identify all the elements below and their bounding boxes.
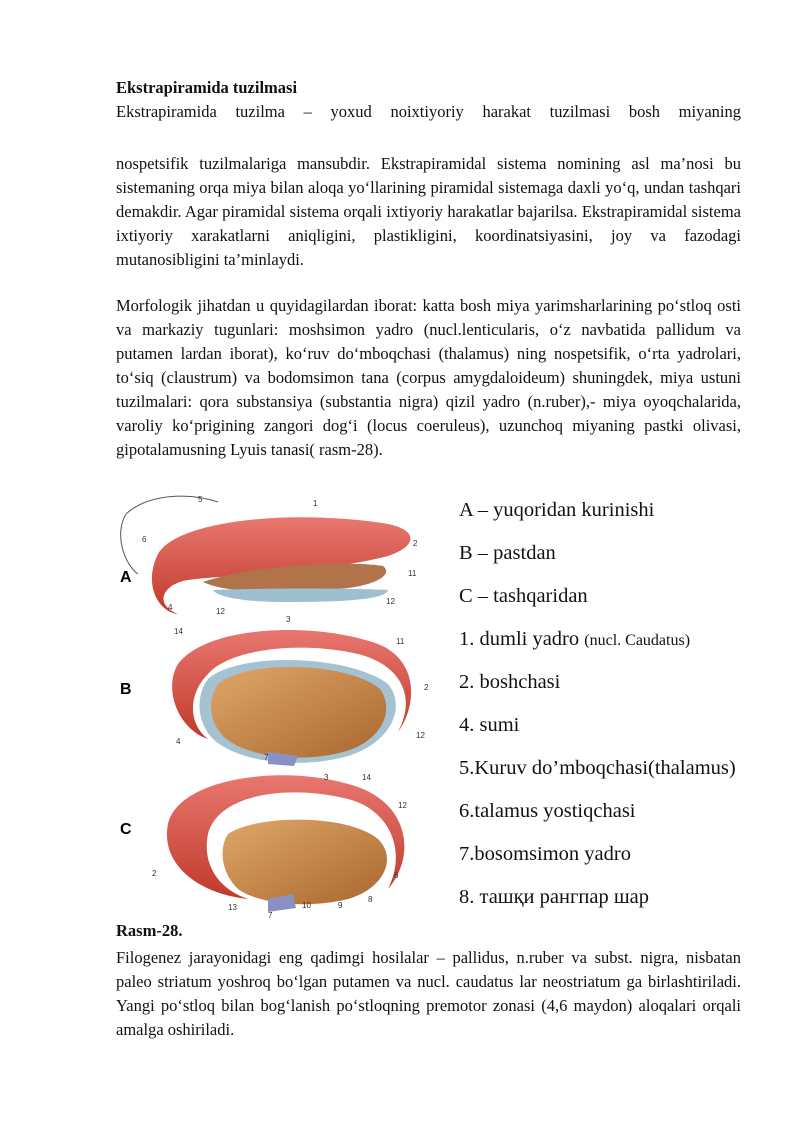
figure-legend bbox=[459, 497, 759, 927]
figure-callout-number: 3 bbox=[324, 773, 329, 782]
figure-callout-number: 12 bbox=[398, 801, 407, 810]
legend-item: 7.bosomsimon yadro bbox=[459, 843, 631, 865]
figure-callout-number: 14 bbox=[174, 627, 183, 636]
legend-item: 5.Kuruv do’mboqchasi(thalamus) bbox=[459, 757, 736, 779]
panel-b bbox=[120, 630, 411, 766]
figure-callout-number: 3 bbox=[286, 615, 291, 624]
figure-callout-number: 12 bbox=[416, 731, 425, 740]
figure-callout-number: 2 bbox=[424, 683, 429, 692]
figure-callout-number: 5 bbox=[198, 495, 203, 504]
legend-item: 8. ташқи рангпар шар bbox=[459, 886, 649, 908]
figure-callout-number: 8 bbox=[368, 895, 373, 904]
panel-letter-a: A bbox=[120, 569, 132, 586]
panel-letter-b: B bbox=[120, 681, 132, 698]
legend-item: 1. dumli yadro (nucl. Caudatus) bbox=[459, 628, 691, 650]
paragraph-intro: Ekstrapiramida tuzilma – yoxud noixtiyoriy harakat tuzilmasi bosh miyaning bbox=[116, 102, 741, 121]
legend-item: 4. sumi bbox=[459, 714, 520, 736]
figure-callout-number: 6 bbox=[142, 535, 147, 544]
figure-callout-number: 13 bbox=[228, 903, 237, 912]
paragraph-definition: nospetsifik tuzilmalariga mansubdir. Ekstrapiramidal sistema nomining asl ma’nosi bu sistemaning orqa miya bilan aloqa yo‘llarining piramidal sistemaga daxli yo‘q, undan tashqari demakdir. Agar piramidal sistema orqali ixtiyoriy harakatlar bajarilsa. Ekstrapiramidal sistema ixtiyoriy xarakatlarni aniqligini, plastikligini, koordinatsiyasini, joy va fazodagi mutanosibligini ta’minlaydi. bbox=[116, 154, 741, 269]
figure-callout-number: 11 bbox=[396, 637, 405, 646]
figure-callout-number: 1 bbox=[313, 499, 318, 508]
figure-callout-number: 12 bbox=[386, 597, 395, 606]
section-title: Ekstrapiramida tuzilmasi bbox=[116, 78, 298, 97]
panel-a bbox=[120, 496, 411, 614]
panel-letter-c: C bbox=[120, 821, 132, 838]
figure-callout-number: 2 bbox=[152, 869, 157, 878]
legend-item: 2. boshchasi bbox=[459, 671, 561, 693]
legend-item: C – tashqaridan bbox=[459, 585, 588, 607]
figure-callout-number: 7 bbox=[264, 753, 269, 762]
figure-callout-number: 11 bbox=[408, 569, 417, 578]
panel-c bbox=[120, 775, 404, 912]
figure-callout-number: 9 bbox=[338, 901, 343, 910]
striatum-figure bbox=[118, 494, 448, 919]
figure-callout-number: 10 bbox=[302, 901, 311, 910]
figure-callout-number: 12 bbox=[216, 607, 225, 616]
legend-item: A – yuqoridan kurinishi bbox=[459, 499, 655, 521]
legend-item: B – pastdan bbox=[459, 542, 556, 564]
figure-callout-number: 4 bbox=[168, 603, 173, 612]
legend-item: 6.talamus yostiqchasi bbox=[459, 800, 636, 822]
figure-callout-number: 4 bbox=[176, 737, 181, 746]
figure-caption-label: Rasm-28. bbox=[116, 921, 183, 940]
figure-callout-number: 7 bbox=[268, 911, 273, 919]
figure-callout-number: 14 bbox=[362, 773, 371, 782]
paragraph-phylogeny: Filogenez jarayonidagi eng qadimgi hosilalar – pallidus, n.ruber va subst. nigra, nisbatan paleo striatum yoshroq bo‘lgan putamen va nucl. caudatus lar neostriatum ga birlashtiriladi. Yangi po‘stloq bilan bog‘lanish po‘stloqning premotor zonasi (4,6 maydon) aloqalari orqali amalga oshiriladi. bbox=[116, 948, 741, 1039]
figure-callout-number: 6 bbox=[394, 871, 399, 880]
paragraph-morphology: Morfologik jihatdan u quyidagilardan iborat: katta bosh miya yarimsharlarining po‘stloq osti va markaziy tugunlari: moshsimon yadro (nucl.lenticularis, o‘z navbatida pallidum va putamen lardan iborat), ko‘ruv do‘mboqchasi (thalamus) ning nospetsifik, o‘rta yadrolari, to‘siq (claustrum) va bodomsimon tana (corpus amygdaloideum) shuningdek, miya ustuni tuzilmalari: qora substansiya (substantia nigra) qizil yadro (n.ruber),- miya oyoqchalarida, varoliy ko‘prigining zangori dog‘i (locus coeruleus), uzunchoq miyaning pastki olivasi, gipotalamusning Lyuis tanasi( rasm-28). bbox=[116, 296, 741, 459]
figure-callout-number: 2 bbox=[413, 539, 418, 548]
